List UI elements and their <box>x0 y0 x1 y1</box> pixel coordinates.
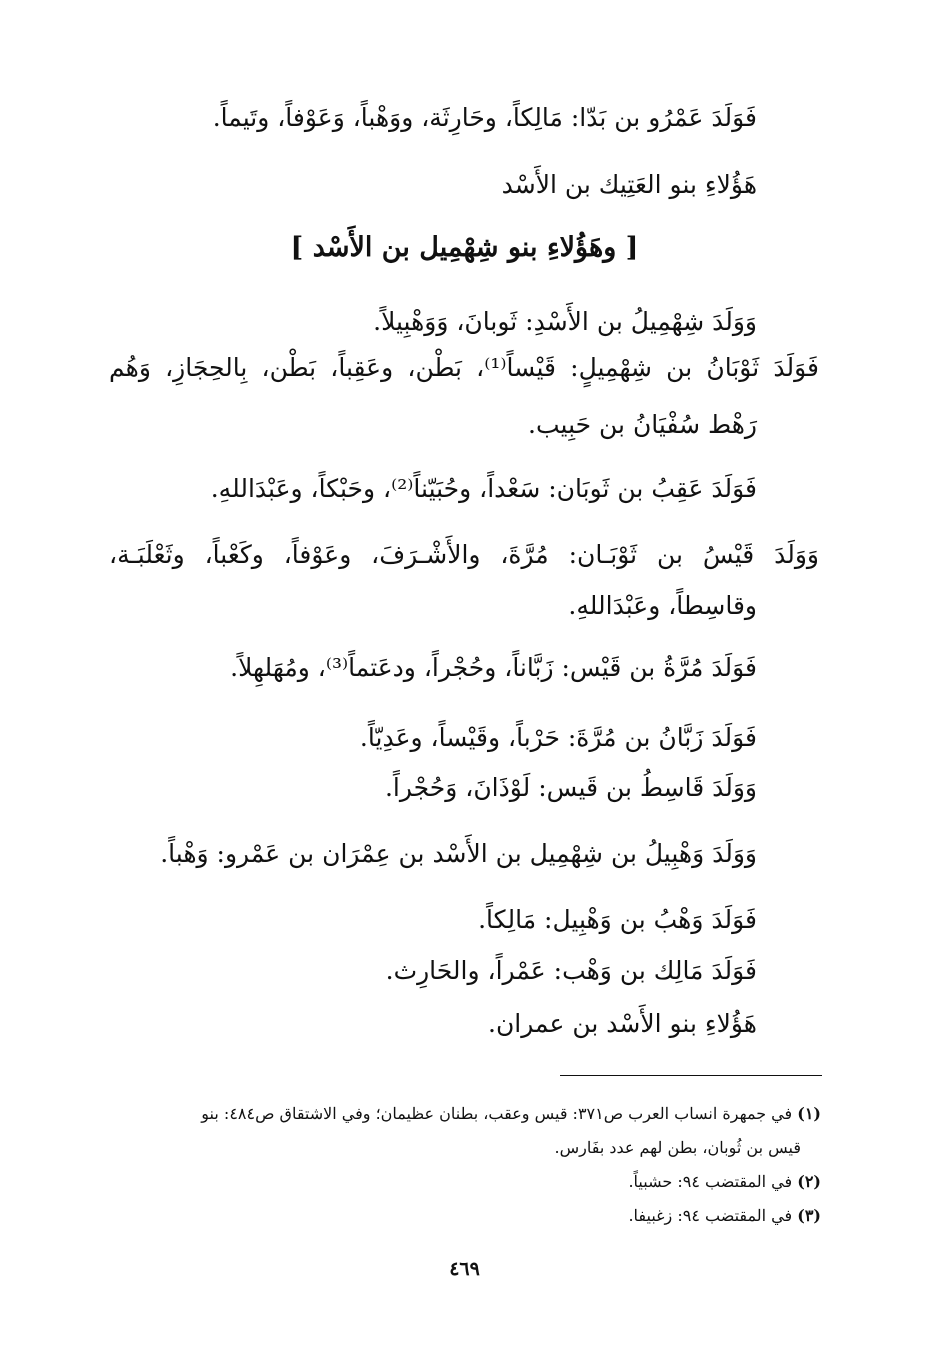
text-line-5: رَهْط سُفْيَانُ بن حَبِيب. <box>528 410 757 439</box>
text-line-10: فَوَلَدَ زَبَّانُ بن مُرَّةَ: حَرْباً، وقَيْساً، وعَدِيّاً. <box>359 723 757 752</box>
footnote-2-number: (٢) <box>797 1172 821 1191</box>
footnote-1 <box>201 1102 821 1126</box>
footnote-3-text: في المقتضب ٩٤: زغبيفا. <box>628 1206 793 1225</box>
footnote-3-number: (٣) <box>797 1206 821 1225</box>
text-line-11: وَوَلَدَ قَاسِطُ بن قَيس: لَوْذَانَ، وَحُجْراً. <box>384 773 757 802</box>
text-line-3: وَوَلَدَ شِهْمِيلُ بن الأَسْدِ: ثَوبانَ، وَوَهْبِيلاً. <box>373 307 757 336</box>
text-line-15: هَؤُلاءِ بنو الأَسْد بن عمران. <box>488 1009 757 1038</box>
text-line-14: فَوَلَدَ مَالِك بن وَهْب: عَمْراً، والحَارِث. <box>385 956 757 985</box>
text-line-2: هَؤُلاءِ بنو العَتِيك بن الأَسْد <box>501 170 757 199</box>
section-heading: [ وهَؤُلاءِ بنو شِهْمِيل بن الأَسْد ] <box>290 232 639 263</box>
footnote-2 <box>628 1170 821 1194</box>
footnote-3 <box>628 1204 821 1228</box>
footnote-1-continuation: قيس بن ثُوبان، بطن لهم عدد بفَارس. <box>554 1138 801 1157</box>
text-line-1: فَوَلَدَ عَمْرُو بن بَدّا: مَالِكاً، وحَارِثَة، ووَهْباً، وَعَوْفاً، وتَيماً. <box>212 103 757 132</box>
text-line-6: فَوَلَدَ عَقِبُ بن ثَوبَان: سَعْداً، وحُبَيّناً⁽²⁾، وحَبْكاً، وعَبْدَاللهِ. <box>210 474 757 503</box>
text-line-9: فَوَلَدَ مُرَّةُ بن قَيْس: زَبَّاناً، وحُجْراً، ودعَتماً⁽³⁾، ومُهَلهِلاً. <box>230 653 757 682</box>
text-line-8: وقاسِطاً، وعَبْدَاللهِ. <box>568 591 757 620</box>
text-line-4: فَوَلَدَ ثَوْبَانُ بن شِهْمِيلٍ: قَيْساً⁽¹⁾، بَطْن، وعَقِباً، بَطْن، بِالحِجَازِ، وَهُم <box>109 353 819 382</box>
footnote-divider <box>560 1075 822 1076</box>
text-line-7: وَوَلَدَ قَيْسُ بن ثَوْبَـان: مُرَّةَ، والأَشْـرَفَ، وعَوْفاً، وكَعْباً، وثَعْلَبَـة، <box>109 540 819 569</box>
page-number: ٤٦٩ <box>449 1258 480 1280</box>
footnote-1-text: في جمهرة انساب العرب ص٣٧١: قيس وعقب، بطنان عظيمان؛ وفي الاشتقاق ص٤٨٤: بنو <box>201 1104 793 1123</box>
text-line-13: فَوَلَدَ وَهْبُ بن وَهْبِيل: مَالِكاً. <box>478 905 757 934</box>
footnote-2-text: في المقتضب ٩٤: حشبياً. <box>628 1172 793 1191</box>
text-line-12: وَوَلَدَ وَهْبِيلُ بن شِهْمِيل بن الأَسْد بن عِمْرَان بن عَمْرو: وَهْباً. <box>160 839 757 868</box>
footnote-1-number: (١) <box>797 1104 821 1123</box>
